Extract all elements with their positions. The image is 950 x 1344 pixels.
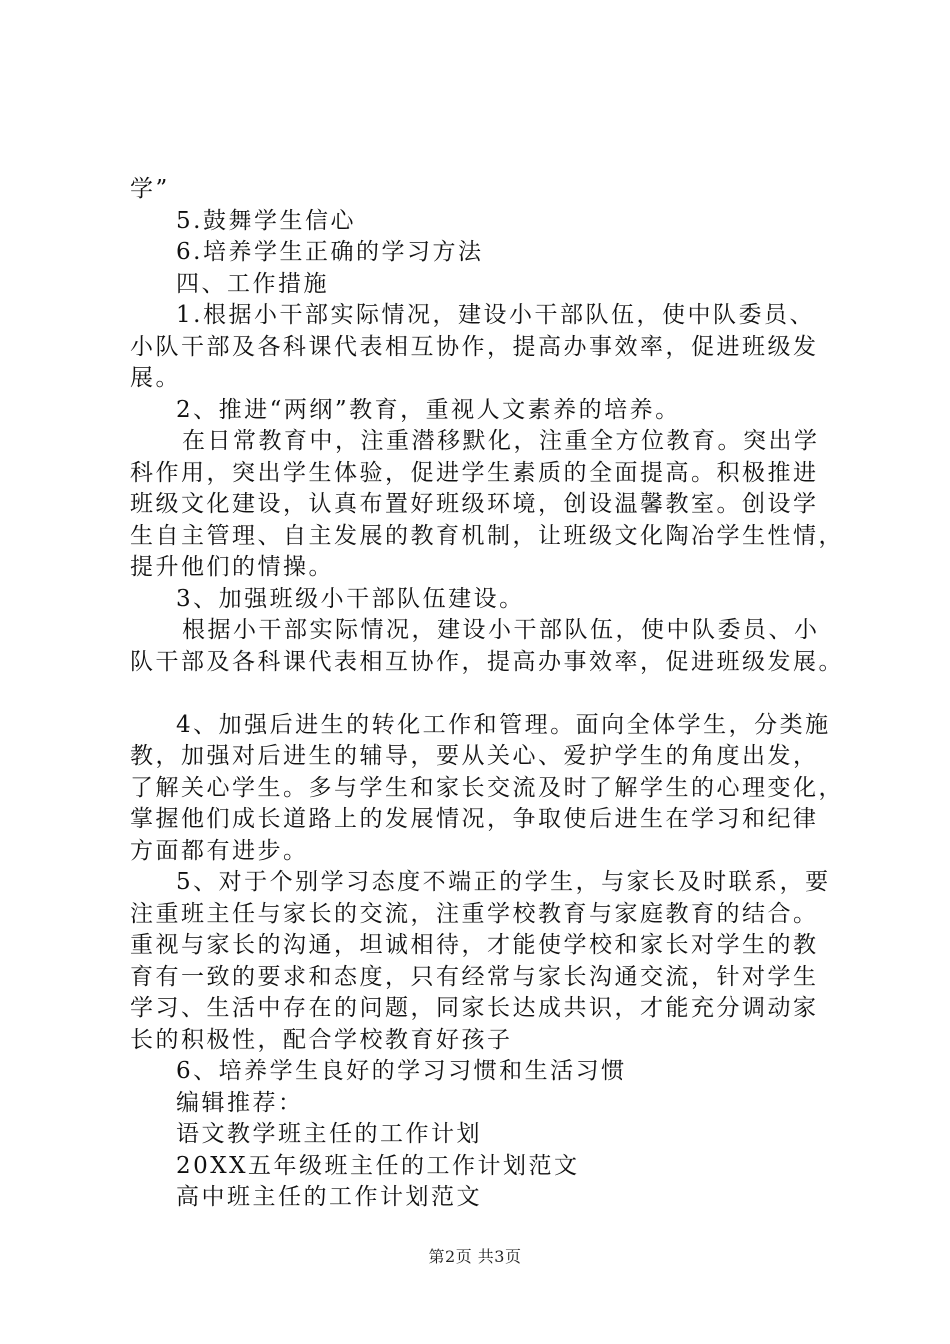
- text-line: 1.根据小干部实际情况，建设小干部队伍，使中队委员、: [176, 302, 815, 328]
- text-line: 掌握他们成长道路上的发展情况，争取使后进生在学习和纪律: [130, 806, 819, 832]
- list-item: 6.培养学生正确的学习方法: [176, 239, 484, 265]
- text-line: 学”: [130, 176, 170, 202]
- text-line: 小队干部及各科课代表相互协作，提高办事效率，促进班级发: [130, 333, 819, 360]
- text-line: 提升他们的情操。: [130, 554, 334, 580]
- text-line: 队干部及各科课代表相互协作，提高办事效率，促进班级发展。: [130, 648, 844, 675]
- text-line: 教，加强对后进生的辅导，要从关心、爱护学生的角度出发，: [130, 743, 819, 769]
- text-line: 方面都有进步。: [130, 837, 309, 864]
- text-line: 了解关心学生。多与学生和家长交流及时了解学生的心理变化，: [130, 774, 844, 801]
- text-line: 在日常教育中，注重潜移默化，注重全方位教育。突出学: [182, 428, 820, 454]
- text-line: 3、加强班级小干部队伍建设。: [176, 585, 525, 612]
- text-line: 重视与家长的沟通，坦诚相待，才能使学校和家长对学生的教: [130, 932, 819, 958]
- text-line: 2、推进“两纲”教育，重视人文素养的培养。: [176, 396, 681, 423]
- recommend-heading: 编辑推荐：: [176, 1089, 304, 1116]
- document-body: [130, 174, 842, 1214]
- recommend-link[interactable]: 高中班主任的工作计划范文: [176, 1184, 482, 1210]
- text-line: 5、对于个别学习态度不端正的学生，与家长及时联系，要: [176, 869, 831, 895]
- text-line: 注重班主任与家长的交流，注重学校教育与家庭教育的结合。: [130, 900, 819, 927]
- text-line: 班级文化建设，认真布置好班级环境，创设温馨教室。创设学: [130, 491, 819, 517]
- text-line: 学习、生活中存在的问题，同家长达成共识，才能充分调动家: [130, 995, 819, 1021]
- text-line: 根据小干部实际情况，建设小干部队伍，使中队委员、小: [182, 617, 820, 643]
- text-line: 长的积极性，配合学校教育好孩子: [130, 1026, 513, 1053]
- text-line: 4、加强后进生的转化工作和管理。面向全体学生，分类施: [176, 711, 831, 738]
- text-line: 展。: [130, 365, 181, 391]
- text-line: 生自主管理、自主发展的教育机制，让班级文化陶冶学生性情，: [130, 522, 844, 549]
- text-line: 育有一致的要求和态度，只有经常与家长沟通交流，针对学生: [130, 963, 819, 990]
- list-item: 5.鼓舞学生信心: [176, 207, 356, 234]
- recommend-link[interactable]: 语文教学班主任的工作计划: [176, 1121, 482, 1147]
- text-line: 6、培养学生良好的学习习惯和生活习惯: [176, 1058, 627, 1084]
- paragraph-spacer: [130, 678, 842, 710]
- text-line: 科作用，突出学生体验，促进学生素质的全面提高。积极推进: [130, 459, 819, 486]
- recommend-link[interactable]: 20XX五年级班主任的工作计划范文: [176, 1152, 580, 1179]
- section-heading: 四、工作措施: [176, 270, 329, 297]
- page-number-footer: 第2页 共3页: [428, 1247, 522, 1266]
